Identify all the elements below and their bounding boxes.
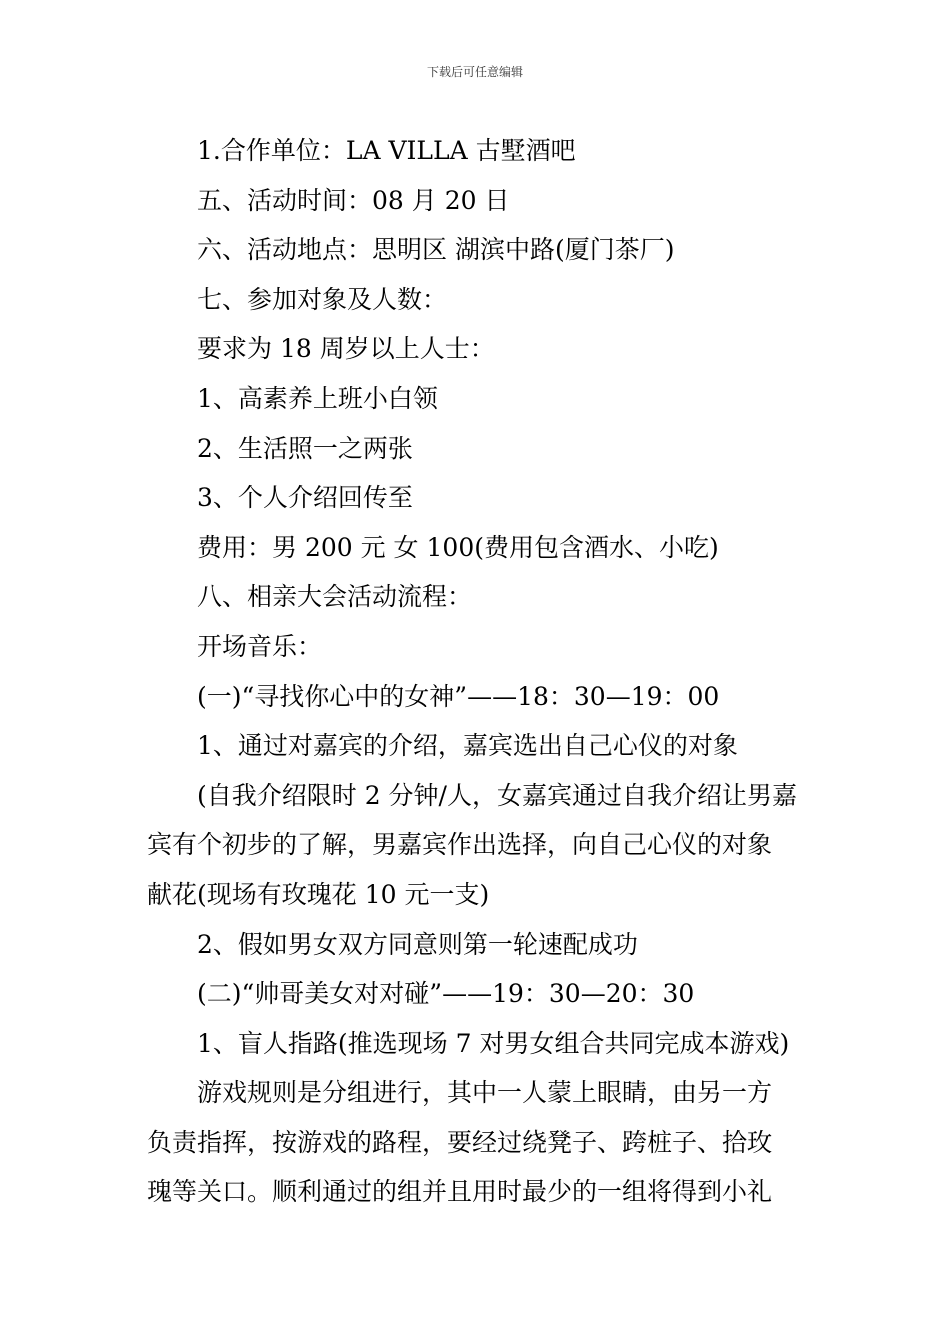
paragraph-line: 瑰等关口。顺利通过的组并且用时最少的一组将得到小礼 (147, 1177, 773, 1207)
document-body (147, 126, 807, 1217)
paragraph-line: 1、高素养上班小白领 (197, 383, 438, 413)
paragraph-line: 宾有个初步的了解，男嘉宾作出选择，向自己心仪的对象 (147, 830, 773, 860)
page-header: 下载后可任意编辑 (426, 65, 523, 79)
paragraph-line: (一)“寻找你心中的女神”——18：30—19：00 (197, 681, 720, 711)
paragraph-line: 五、活动时间：08 月 20 日 (197, 185, 510, 215)
paragraph-line: 费用：男 200 元 女 100(费用包含酒水、小吃) (197, 532, 719, 562)
paragraph-line: 八、相亲大会活动流程： (197, 582, 473, 612)
paragraph-line: 负责指挥，按游戏的路程，要经过绕凳子、跨桩子、拾玫 (147, 1127, 773, 1157)
paragraph-line: 2、生活照一之两张 (197, 433, 413, 463)
paragraph-line: 七、参加对象及人数： (197, 284, 448, 314)
paragraph-line: 要求为 18 周岁以上人士： (197, 334, 495, 364)
paragraph-line: 1.合作单位：LA VILLA 古墅酒吧 (197, 136, 576, 165)
paragraph-line: 1、通过对嘉宾的介绍，嘉宾选出自己心仪的对象 (197, 731, 738, 761)
paragraph-line: 1、盲人指路(推选现场 7 对男女组合共同完成本游戏) (197, 1028, 790, 1058)
paragraph-line: 献花(现场有玫瑰花 10 元一支) (147, 879, 490, 909)
paragraph-line: 2、假如男女双方同意则第一轮速配成功 (197, 929, 638, 959)
paragraph-line: 六、活动地点：思明区 湖滨中路(厦门茶厂) (197, 235, 675, 265)
paragraph-line: 开场音乐： (197, 631, 323, 661)
paragraph-line: (二)“帅哥美女对对碰”——19：30—20：30 (197, 979, 695, 1009)
paragraph-line: 3、个人介绍回传至 (197, 483, 413, 513)
paragraph-line: (自我介绍限时 2 分钟/人，女嘉宾通过自我介绍让男嘉 (197, 780, 797, 810)
paragraph-line: 游戏规则是分组进行，其中一人蒙上眼睛，由另一方 (197, 1078, 773, 1108)
